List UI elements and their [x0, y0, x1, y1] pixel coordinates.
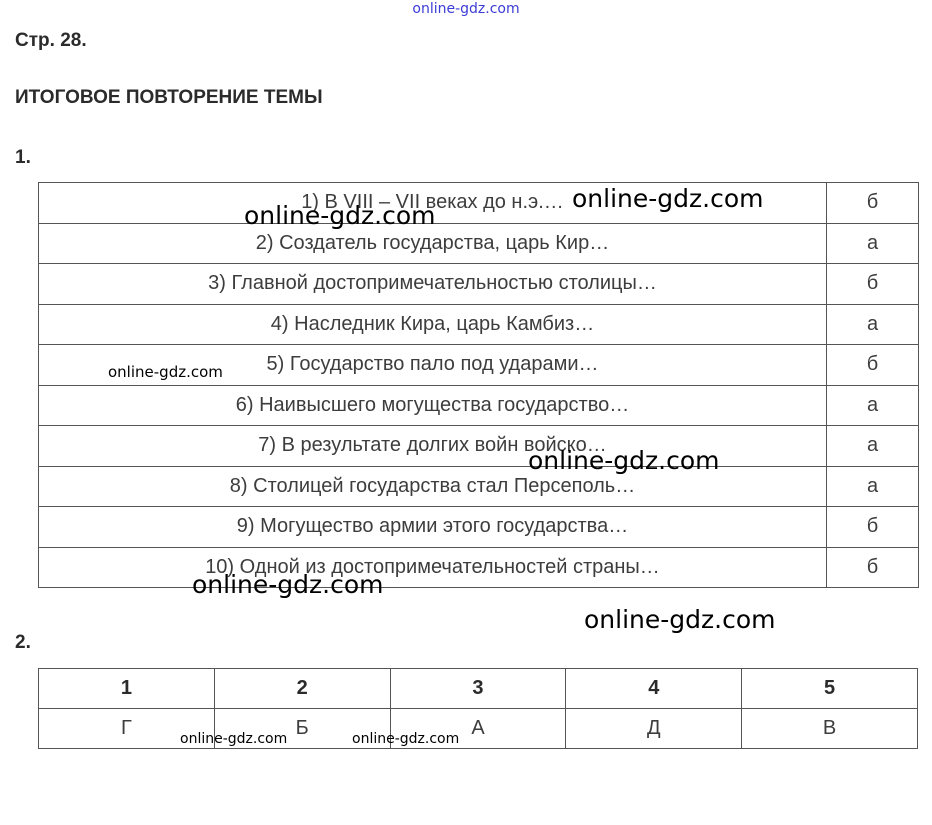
answer-cell: б [827, 183, 919, 224]
answer-cell: б [827, 507, 919, 548]
watermark: online-gdz.com [584, 605, 776, 634]
watermark: online-gdz.com [528, 446, 720, 475]
answer-cell: б [827, 345, 919, 386]
column-header: 5 [742, 669, 918, 709]
statement-cell: 6) Наивысшего могущества государство… [39, 385, 827, 426]
table-row [39, 426, 919, 467]
statement-cell: 10) Одной из достопримечательностей страны… [39, 547, 827, 588]
watermark: online-gdz.com [572, 184, 764, 213]
answer-cell: а [827, 304, 919, 345]
page-label: Стр. 28. [15, 30, 87, 51]
watermark: online-gdz.com [108, 363, 223, 381]
answer-cell: Д [566, 709, 742, 749]
statement-cell: 5) Государство пало под ударами… [39, 345, 827, 386]
answer-cell: Б [214, 709, 390, 749]
task-2-table [38, 668, 918, 749]
watermark: online-gdz.com [244, 201, 436, 230]
table-row [39, 709, 918, 749]
answer-cell: Г [39, 709, 215, 749]
header-row [39, 669, 918, 709]
watermark: online-gdz.com [352, 731, 460, 747]
task-1-number: 1. [15, 147, 31, 168]
table-row [39, 547, 919, 588]
answer-cell: б [827, 264, 919, 305]
answer-cell: а [827, 466, 919, 507]
column-header: 1 [39, 669, 215, 709]
answer-cell: а [827, 223, 919, 264]
answer-cell: б [827, 547, 919, 588]
statement-cell: 4) Наследник Кира, царь Камбиз… [39, 304, 827, 345]
table-row [39, 183, 919, 224]
statement-cell: 9) Могущество армии этого государства… [39, 507, 827, 548]
section-title: ИТОГОВОЕ ПОВТОРЕНИЕ ТЕМЫ [15, 87, 323, 108]
statement-cell: 7) В результате долгих войн войско… [39, 426, 827, 467]
table-row [39, 385, 919, 426]
answer-cell: А [390, 709, 566, 749]
statement-cell: 2) Создатель государства, царь Кир… [39, 223, 827, 264]
table-row [39, 466, 919, 507]
column-header: 3 [390, 669, 566, 709]
answer-cell: а [827, 385, 919, 426]
answer-cell: а [827, 426, 919, 467]
column-header: 4 [566, 669, 742, 709]
task-1-table [38, 182, 919, 588]
statement-cell: 1) В VIII – VII веках до н.э.… [39, 183, 827, 224]
statement-cell: 8) Столицей государства стал Персеполь… [39, 466, 827, 507]
watermark: online-gdz.com [180, 731, 288, 747]
top-watermark: online-gdz.com [412, 1, 520, 17]
answer-cell: В [742, 709, 918, 749]
table-row [39, 223, 919, 264]
task-2-number: 2. [15, 632, 31, 653]
statement-cell: 3) Главной достопримечательностью столицы… [39, 264, 827, 305]
watermark: online-gdz.com [192, 570, 384, 599]
table-row [39, 507, 919, 548]
column-header: 2 [214, 669, 390, 709]
table-row [39, 304, 919, 345]
table-row [39, 264, 919, 305]
